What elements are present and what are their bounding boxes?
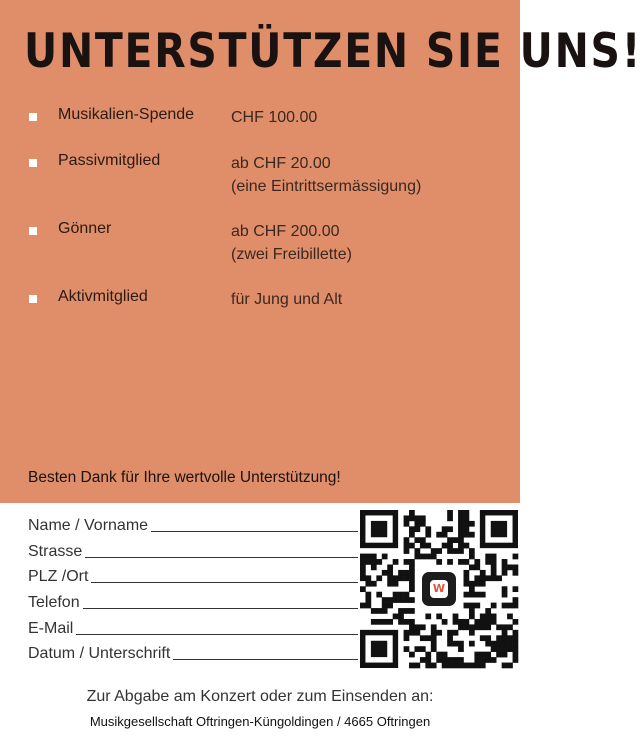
option-name: Gönner xyxy=(58,220,112,237)
field-label: Telefon xyxy=(28,594,83,612)
option-value: für Jung und Alt xyxy=(231,291,343,308)
field-label: PLZ /Ort xyxy=(28,568,91,586)
tablet-app-icon xyxy=(422,572,456,606)
option-value: ab CHF 200.00 (zwei Freibillette) xyxy=(231,223,352,263)
thanks-message: Besten Dank für Ihre wertvolle Unterstützung! xyxy=(28,469,341,486)
option-value: CHF 100.00 xyxy=(231,109,318,126)
option-name: Musikalien-Spende xyxy=(58,106,195,123)
organization-address: Musikgesellschaft Oftringen-Küngoldingen / 4665 Oftringen xyxy=(89,714,431,729)
write-line[interactable] xyxy=(28,634,358,635)
option-value: ab CHF 20.00 (eine Eintrittsermässigung) xyxy=(231,155,422,195)
bullet-square-icon xyxy=(29,295,37,303)
submission-note: Zur Abgabe am Konzert oder zum Einsenden an: xyxy=(86,688,434,705)
field-label: Datum / Unterschrift xyxy=(28,645,173,663)
bullet-square-icon xyxy=(29,159,37,167)
field-label: Name / Vorname xyxy=(28,517,151,535)
option-name: Aktivmitglied xyxy=(58,288,148,305)
bullet-square-icon xyxy=(29,113,37,121)
page-title: UNTERSTÜTZEN SIE UNS! xyxy=(24,24,642,79)
field-label: Strasse xyxy=(28,543,85,561)
app-logo-mark: W xyxy=(430,580,448,598)
qr-code xyxy=(360,510,518,668)
field-label: E-Mail xyxy=(28,620,76,638)
bullet-square-icon xyxy=(29,227,37,235)
option-name: Passivmitglied xyxy=(58,152,161,169)
